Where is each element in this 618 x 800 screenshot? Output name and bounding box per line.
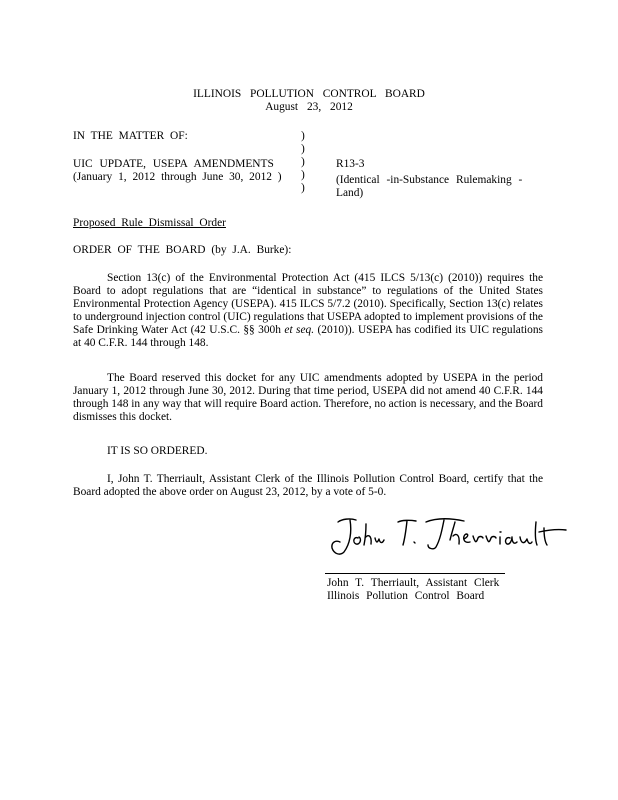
paragraph-4 — [73, 473, 543, 499]
signer-agency: Illinois Pollution Control Board — [327, 590, 485, 602]
ordered-statement: IT IS SO ORDERED. — [107, 445, 208, 457]
paragraph-3 — [73, 445, 543, 458]
docket-type-line2: Land) — [336, 187, 364, 199]
caption-paren: ) — [301, 156, 305, 168]
caption-parentheses — [301, 130, 311, 195]
in-the-matter-label: IN THE MATTER OF: — [73, 130, 188, 142]
paragraph-1 — [73, 272, 543, 350]
docket-number: R13-3 — [336, 158, 365, 170]
order-heading: ORDER OF THE BOARD (by J.A. Burke): — [73, 244, 292, 256]
signature-line — [325, 573, 505, 574]
docket-type-line1: (Identical -in-Substance Rulemaking - — [336, 174, 523, 186]
paragraph-1-text: Section 13(c) of the Environmental Protection Act (415 ILCS 5/13(c) (2010)) requires the Board to adopt regulations that are “identical in substance” to regulations of the United States Environmental Protection Agency (USEPA). 415 ILCS 5/7.2 (2010). Specifically, Section 13(c) relates to underground injection control (UIC) regulations that USEPA adopted to implement provisions of the Safe Drinking Water Act (42 U.S.C. §§ 300h — [73, 272, 543, 336]
order-date: August 23, 2012 — [265, 101, 353, 113]
handwritten-signature — [328, 512, 568, 562]
paragraph-1-italic: et seq. — [284, 324, 315, 336]
caption-paren: ) — [301, 130, 305, 142]
paragraph-2-text: The Board reserved this docket for any UIC amendments adopted by USEPA in the period January 1, 2012 through June 30, 2012. During that time period, USEPA did not amend 40 C.F.R. 144 through 148 in any way that will require Board action. Therefore, no action is necessary, and the Board dismisses this docket. — [73, 372, 543, 423]
paragraph-2 — [73, 372, 543, 424]
caption-paren: ) — [301, 169, 305, 181]
signer-name-title: John T. Therriault, Assistant Clerk — [327, 577, 500, 589]
certification-text: I, John T. Therriault, Assistant Clerk of the Illinois Pollution Control Board, certify that the Board adopted the above order on August 23, 2012, by a vote of 5-0. — [73, 473, 543, 498]
caption-paren: ) — [301, 182, 305, 194]
agency-heading: ILLINOIS POLLUTION CONTROL BOARD — [193, 88, 425, 100]
case-title-line1: UIC UPDATE, USEPA AMENDMENTS — [73, 158, 274, 170]
paragraph-1-end: (2010)). USEPA has codified its UIC regulations at 40 C.F.R. 144 through 148. — [73, 324, 543, 349]
caption-paren: ) — [301, 143, 305, 155]
case-title-line2: (January 1, 2012 through June 30, 2012 ) — [73, 171, 282, 183]
document-type: Proposed Rule Dismissal Order — [73, 217, 226, 229]
